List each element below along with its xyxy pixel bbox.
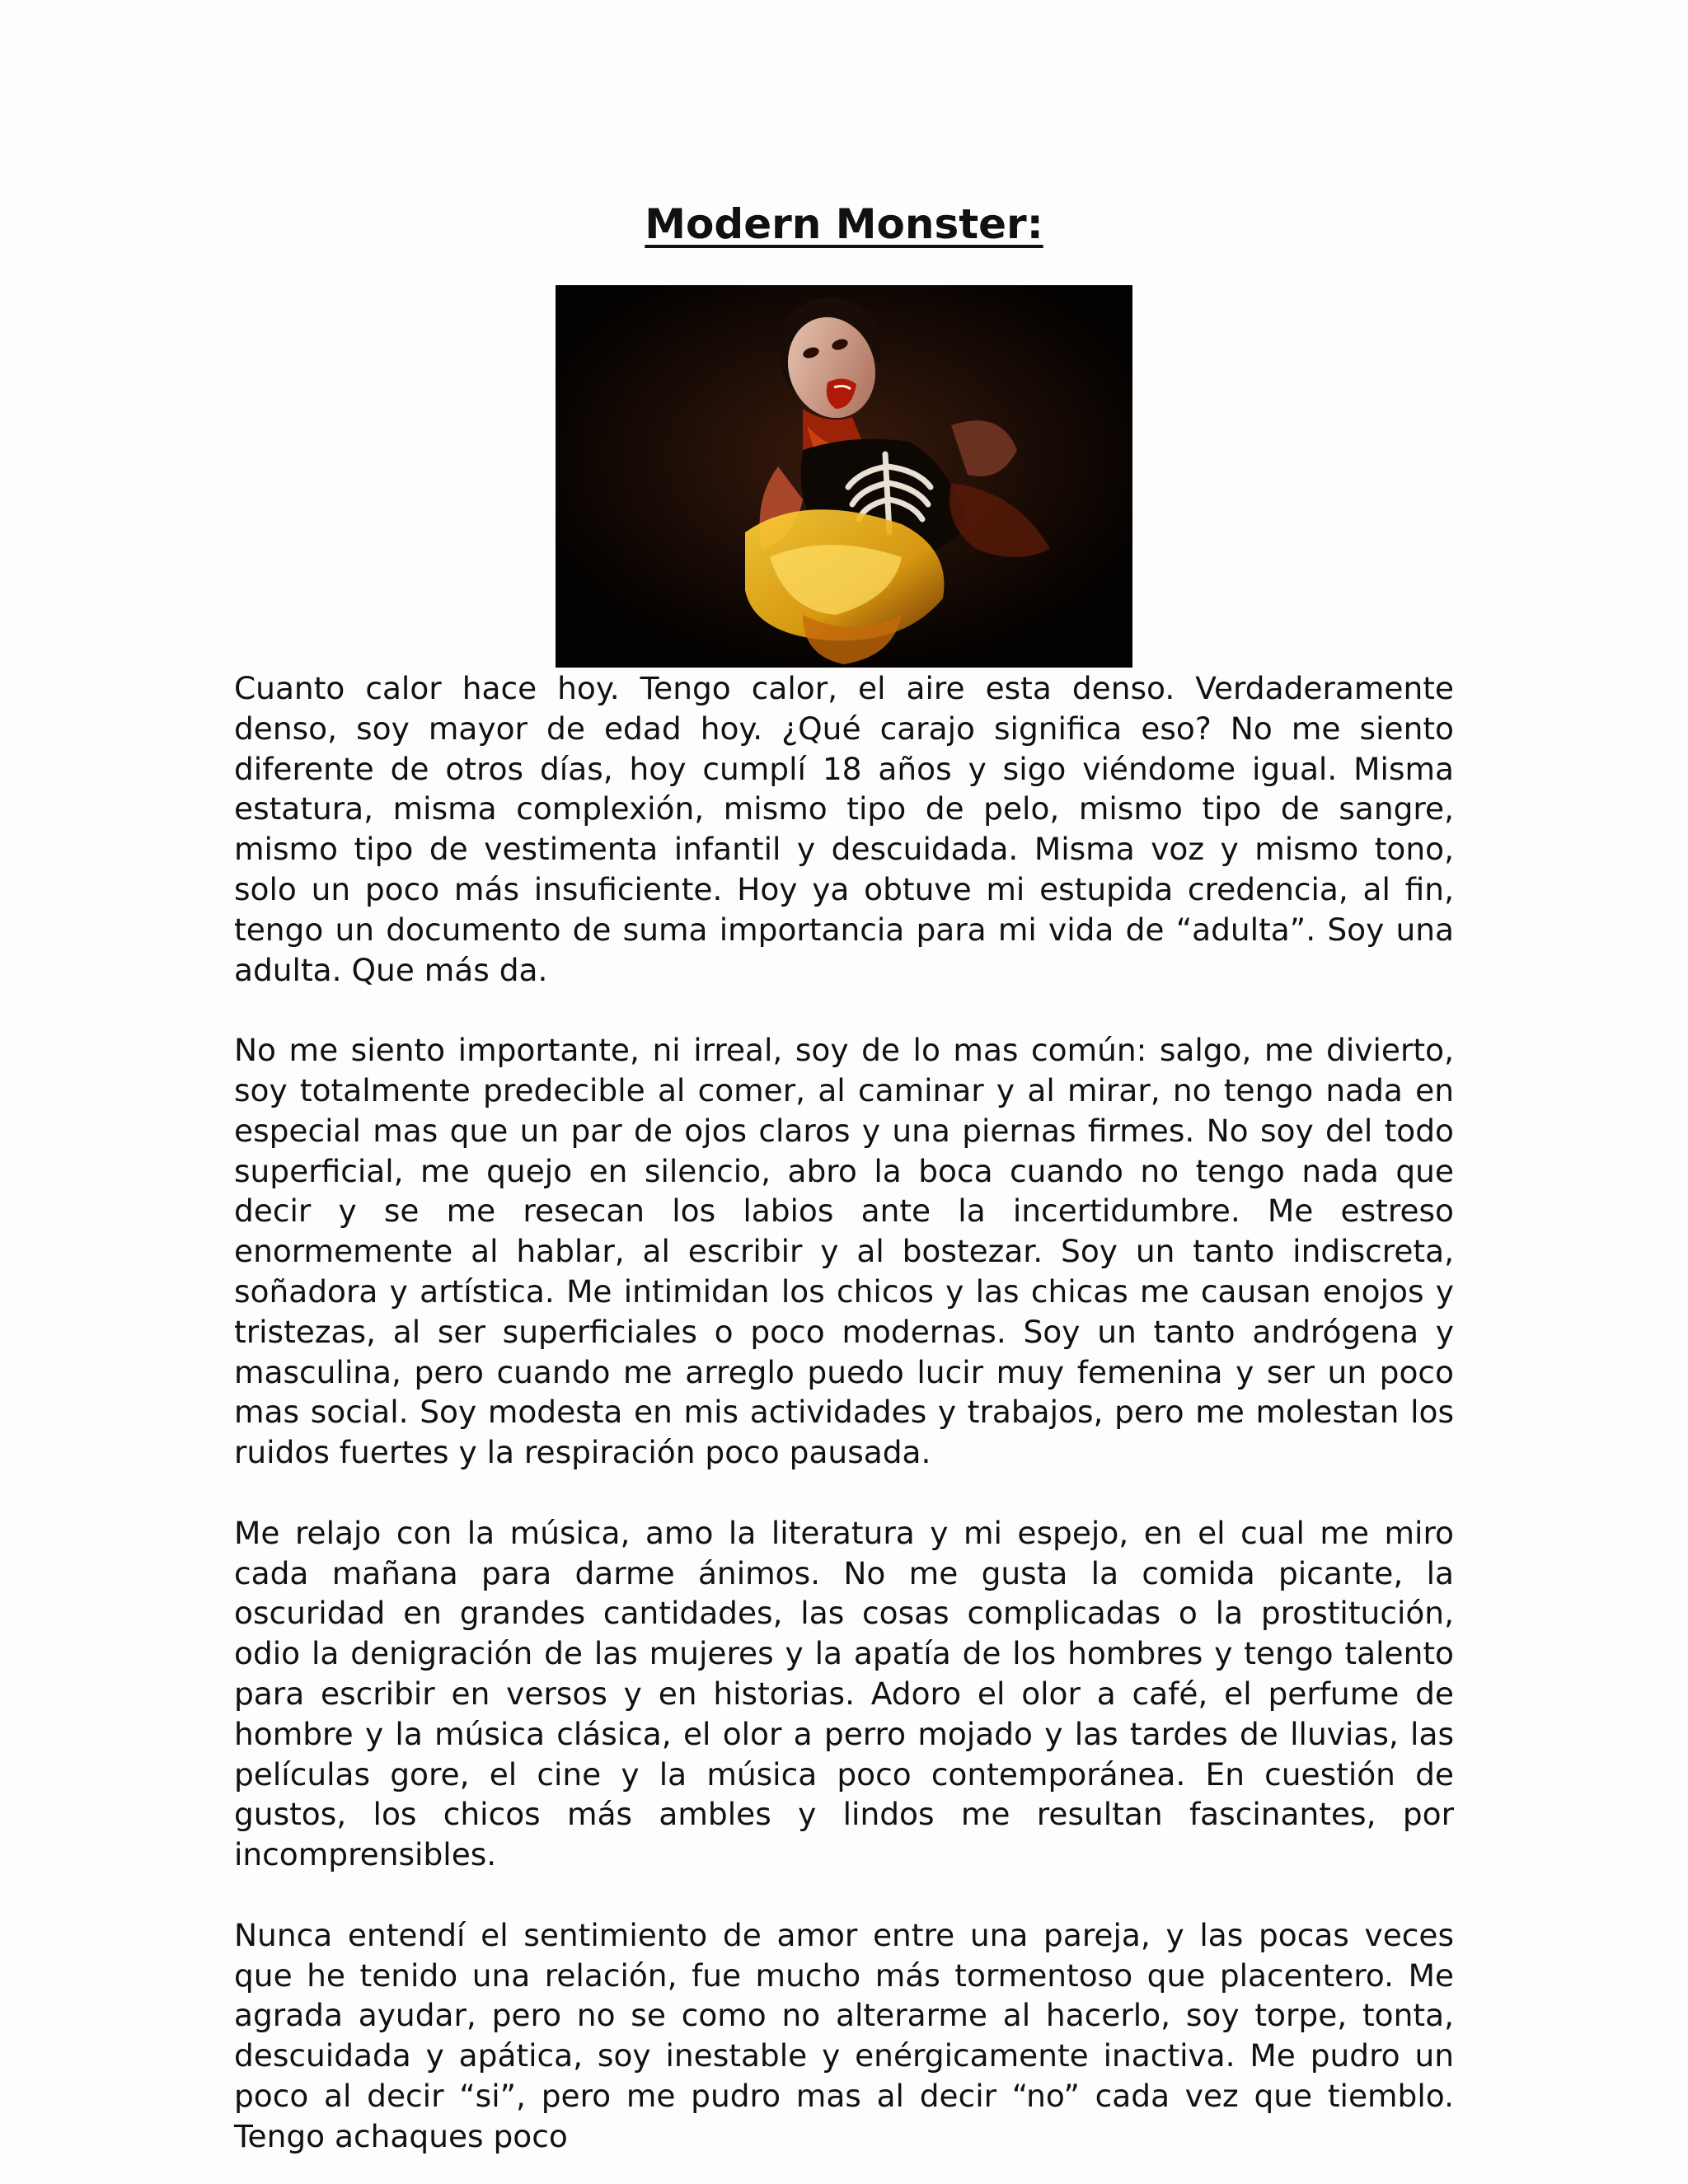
photo-figure-icon (556, 285, 1132, 668)
document-title-text: Modern Monster: (645, 200, 1043, 248)
document-photo (556, 285, 1132, 668)
document-title (0, 191, 1688, 257)
paragraph: Nunca entendí el sentimiento de amor entre una pareja, y las pocas veces que he tenido una relación, fue mucho más tormentoso que placentero. Me agrada ayudar, pero no se como no alterarme al hacerlo, soy torpe, tonta, descuidada y apática, soy inestable y enérgicamente inactiva. Me pudro un poco al decir “si”, pero me pudro mas al decir “no” cada vez que tiemblo. Tengo achaques poco (234, 1916, 1454, 2154)
document-body (234, 668, 1454, 2156)
paragraph: Me relajo con la música, amo la literatura y mi espejo, en el cual me miro cada mañana para darme ánimos. No me gusta la comida picante, la oscuridad en grandes cantidades, las cosas complicadas o la prostitución, odio la denigración de las mujeres y la apatía de los hombres y tengo talento para escribir en versos y en historias. Adoro el olor a café, el perfume de hombre y la música clásica, el olor a perro mojado y las tardes de lluvias, las películas gore, el cine y la música poco contemporánea. En cuestión de gustos, los chicos más ambles y lindos me resultan fascinantes, por incomprensibles. (234, 1514, 1454, 1873)
paragraph: No me siento importante, ni irreal, soy de lo mas común: salgo, me divierto, soy totalmente predecible al comer, al caminar y al mirar, no tengo nada en especial mas que un par de ojos claros y una piernas firmes. No soy del todo superficial, me quejo en silencio, abro la boca cuando no tengo nada que decir y se me resecan los labios ante la incertidumbre. Me estreso enormemente al hablar, al escribir y al bostezar. Soy un tanto indiscreta, soñadora y artística. Me intimidan los chicos y las chicas me causan enojos y tristezas, al ser superficiales o poco modernas. Soy un tanto andrógena y masculina, pero cuando me arreglo puedo lucir muy femenina y ser un poco mas social. Soy modesta en mis actividades y trabajos, pero me molestan los ruidos fuertes y la respiración poco pausada. (234, 1032, 1454, 1471)
paragraph: Cuanto calor hace hoy. Tengo calor, el aire esta denso. Verdaderamente denso, soy mayor de edad hoy. ¿Qué carajo significa eso? No me siento diferente de otros días, hoy cumplí 18 años y sigo viéndome igual. Misma estatura, misma complexión, mismo tipo de pelo, mismo tipo de sangre, mismo tipo de vestimenta infantil y descuidada. Misma voz y mismo tono, solo un poco más insuficiente. Hoy ya obtuve mi estupida credencia, al fin, tengo un documento de suma importancia para mi vida de “adulta”. Soy una adulta. Que más da. (234, 670, 1454, 988)
